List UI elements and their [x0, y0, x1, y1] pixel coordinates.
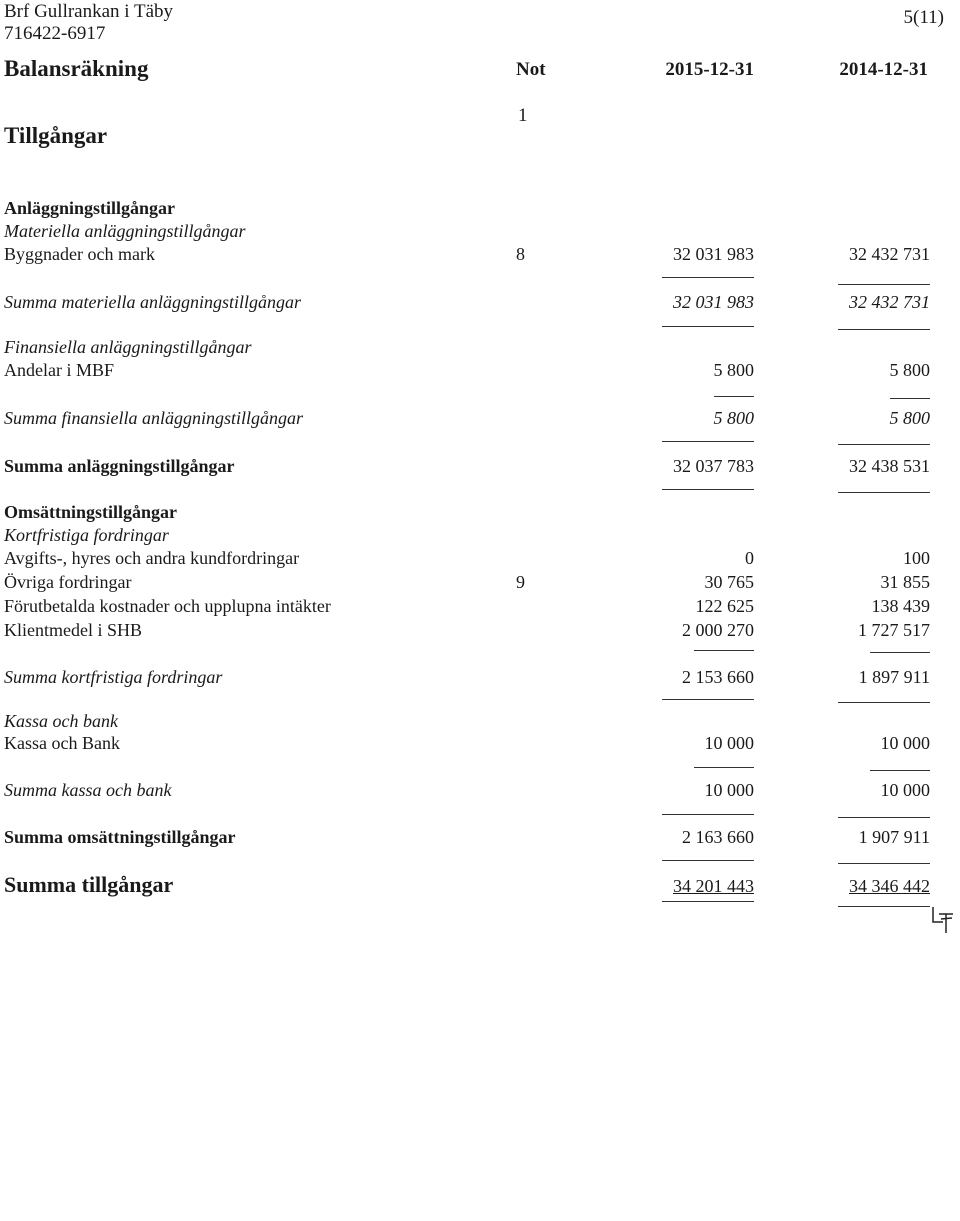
double-rule — [662, 901, 754, 902]
row-value-previous: 32 432 731 — [849, 292, 930, 312]
sum-rule — [662, 489, 754, 490]
row-value-current: 30 765 — [704, 572, 754, 592]
sum-rule — [694, 650, 754, 651]
total-row-fixed-assets — [0, 456, 960, 478]
row-value-current: 5 800 — [713, 408, 754, 428]
page-title: Balansräkning — [4, 56, 149, 81]
row-value-previous: 10 000 — [880, 780, 930, 800]
row-value-previous: 10 000 — [880, 733, 930, 753]
row-label: Övriga fordringar — [4, 572, 132, 592]
subgroup-heading-financial — [0, 337, 960, 359]
subtotal-row — [0, 292, 960, 314]
sum-rule — [714, 396, 754, 397]
sum-rule — [838, 817, 930, 818]
row-label: Byggnader och mark — [4, 244, 155, 264]
table-row — [0, 360, 960, 382]
subgroup-heading-tangible — [0, 221, 960, 243]
row-label: Summa anläggningstillgångar — [4, 456, 235, 476]
sum-rule — [694, 767, 754, 768]
page-number: 5(11) — [903, 7, 944, 28]
row-note: 9 — [516, 572, 525, 592]
row-value-current: 2 000 270 — [682, 620, 754, 640]
subtotal-row — [0, 780, 960, 802]
handwritten-initials — [930, 905, 956, 935]
subgroup-heading-receivables — [0, 525, 960, 547]
table-row — [0, 548, 960, 570]
sum-rule — [662, 441, 754, 442]
section-note-reference: 1 — [518, 105, 528, 126]
row-value-previous: 31 855 — [880, 572, 930, 592]
table-row — [0, 620, 960, 642]
row-value-previous: 34 346 442 — [849, 876, 930, 896]
column-header-current-year: 2015-12-31 — [665, 59, 754, 80]
row-label: Kortfristiga fordringar — [4, 525, 169, 545]
row-value-previous: 32 432 731 — [849, 244, 930, 264]
row-label: Finansiella anläggningstillgångar — [4, 337, 252, 357]
row-label: Summa kassa och bank — [4, 780, 172, 800]
row-value-previous: 5 800 — [889, 408, 930, 428]
row-value-previous: 1 727 517 — [858, 620, 930, 640]
sum-rule — [838, 492, 930, 493]
row-label: Summa kortfristiga fordringar — [4, 667, 223, 687]
row-value-current: 2 153 660 — [682, 667, 754, 687]
row-value-previous: 100 — [903, 548, 930, 568]
row-value-current: 10 000 — [704, 780, 754, 800]
sum-rule — [662, 814, 754, 815]
sum-rule — [838, 444, 930, 445]
row-value-current: 10 000 — [704, 733, 754, 753]
group-heading-current-assets — [0, 502, 960, 524]
section-title: Tillgångar — [4, 123, 108, 148]
row-label: Andelar i MBF — [4, 360, 114, 380]
row-value-current: 2 163 660 — [682, 827, 754, 847]
table-row — [0, 596, 960, 618]
sum-rule — [838, 863, 930, 864]
row-label: Summa omsättningstillgångar — [4, 827, 236, 847]
row-label: Summa tillgångar — [4, 872, 174, 897]
row-value-previous: 1 897 911 — [858, 667, 930, 687]
row-value-current: 32 031 983 — [673, 244, 754, 264]
row-label: Summa finansiella anläggningstillgångar — [4, 408, 304, 428]
sum-rule — [662, 326, 754, 327]
row-value-previous: 138 439 — [871, 596, 930, 616]
sum-rule — [890, 398, 930, 399]
sum-rule — [662, 277, 754, 278]
sum-rule — [662, 699, 754, 700]
sum-rule — [662, 860, 754, 861]
column-header-previous-year: 2014-12-31 — [839, 59, 928, 80]
row-label: Förutbetalda kostnader och upplupna intäkter — [4, 596, 331, 616]
subgroup-heading-cash — [0, 711, 960, 733]
row-value-current: 5 800 — [713, 360, 754, 380]
organization-name: Brf Gullrankan i Täby — [4, 1, 174, 22]
table-row — [0, 244, 960, 266]
row-value-previous: 32 438 531 — [849, 456, 930, 476]
sum-rule — [838, 284, 930, 285]
row-note: 8 — [516, 244, 525, 264]
row-value-current: 32 037 783 — [673, 456, 754, 476]
group-heading-fixed-assets — [0, 198, 960, 220]
sum-rule — [838, 702, 930, 703]
row-label: Kassa och Bank — [4, 733, 120, 753]
row-value-previous: 5 800 — [889, 360, 930, 380]
row-value-current: 0 — [745, 548, 754, 568]
row-value-current: 122 625 — [695, 596, 754, 616]
row-value-current: 32 031 983 — [673, 292, 754, 312]
row-label: Materiella anläggningstillgångar — [4, 221, 246, 241]
subtotal-row — [0, 408, 960, 430]
row-label: Kassa och bank — [4, 711, 118, 731]
row-value-previous: 1 907 911 — [858, 827, 930, 847]
organization-number: 716422-6917 — [4, 23, 106, 44]
row-label: Summa materiella anläggningstillgångar — [4, 292, 301, 312]
sum-rule — [870, 652, 930, 653]
total-row-current-assets — [0, 827, 960, 849]
table-row — [0, 733, 960, 755]
table-row — [0, 572, 960, 594]
row-label: Anläggningstillgångar — [4, 198, 176, 218]
row-label: Omsättningstillgångar — [4, 502, 178, 522]
sum-rule — [838, 329, 930, 330]
grand-total-row — [0, 872, 960, 898]
sum-rule — [870, 770, 930, 771]
column-header-note: Not — [516, 59, 546, 80]
subtotal-row — [0, 667, 960, 689]
row-label: Klientmedel i SHB — [4, 620, 142, 640]
double-rule — [838, 906, 930, 907]
row-value-current: 34 201 443 — [673, 876, 754, 896]
row-label: Avgifts-, hyres och andra kundfordringar — [4, 548, 300, 568]
